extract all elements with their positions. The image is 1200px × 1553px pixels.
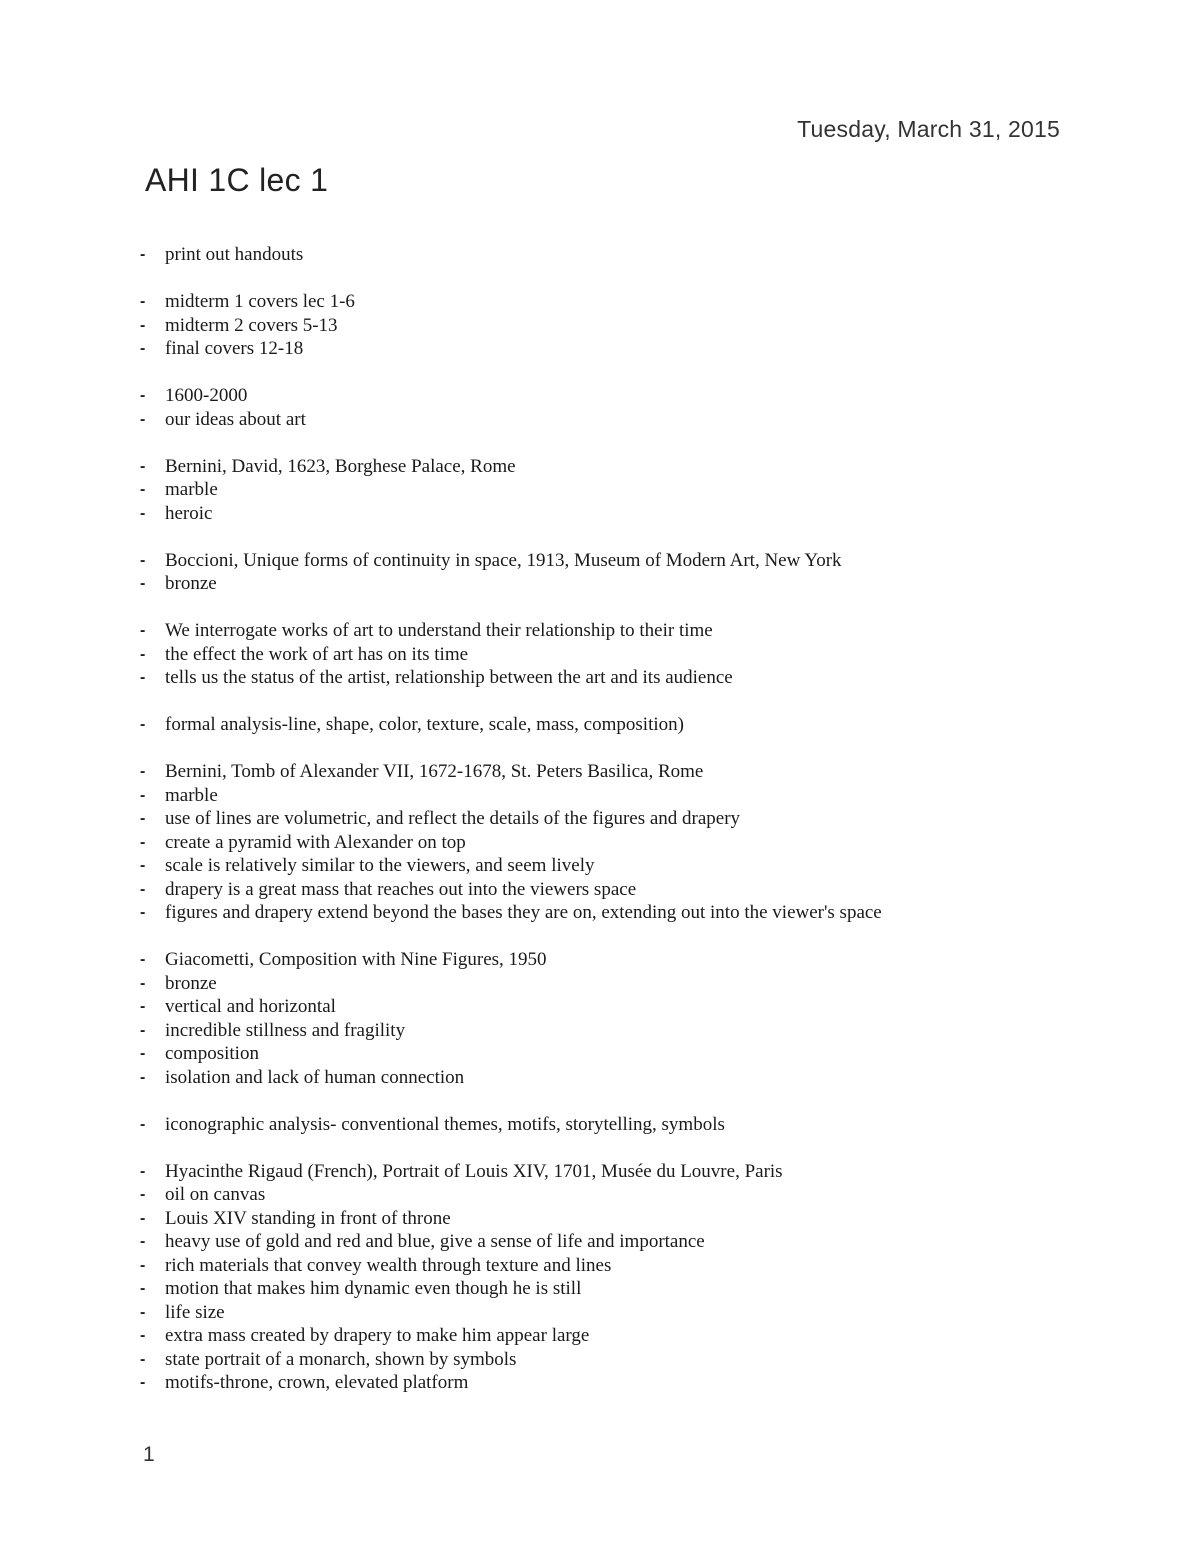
bullet-text: our ideas about art — [165, 408, 306, 430]
bullet-group — [140, 384, 1100, 431]
bullet-group — [140, 713, 1100, 737]
bullet-item — [140, 854, 1100, 878]
bullet-item — [140, 1183, 1100, 1207]
bullet-text: midterm 1 covers lec 1-6 — [165, 291, 355, 312]
bullet-item — [140, 502, 1100, 526]
bullet-dash: - — [140, 1115, 146, 1133]
bullet-text: extra mass created by drapery to make him appear large — [165, 1325, 590, 1346]
bullet-item — [140, 314, 1100, 338]
bullet-dash: - — [140, 1045, 146, 1062]
bullet-text: tells us the status of the artist, relationship between the art and its audience — [165, 667, 733, 688]
bullet-dash: - — [140, 716, 146, 733]
lecture-notes — [140, 243, 1100, 1418]
bullet-group — [140, 243, 1100, 267]
bullet-item — [140, 713, 1100, 737]
document-title: AHI 1C lec 1 — [145, 162, 329, 198]
bullet-dash: - — [140, 857, 146, 874]
bullet-item — [140, 901, 1100, 925]
bullet-dash: - — [140, 669, 146, 686]
bullet-text: midterm 2 covers 5-13 — [165, 314, 338, 336]
bullet-dash: - — [140, 551, 146, 569]
bullet-item — [140, 1348, 1100, 1372]
bullet-item — [140, 290, 1100, 314]
bullet-text: composition — [165, 1043, 259, 1064]
bullet-dash: - — [140, 786, 146, 804]
bullet-text: drapery is a great mass that reaches out into the viewers space — [165, 878, 637, 900]
bullet-dash: - — [140, 645, 146, 663]
bullet-text: isolation and lack of human connection — [165, 1066, 465, 1088]
bullet-dash: - — [140, 1209, 146, 1227]
bullet-text: create a pyramid with Alexander on top — [165, 831, 466, 853]
bullet-dash: - — [140, 1327, 146, 1344]
bullet-dash: - — [140, 1280, 146, 1297]
bullet-item — [140, 1160, 1100, 1184]
bullet-dash: - — [140, 880, 146, 898]
bullet-text: marble — [165, 479, 218, 500]
bullet-text: the effect the work of art has on its time — [165, 643, 469, 665]
bullet-text: Giacometti, Composition with Nine Figures, 1950 — [165, 949, 547, 970]
bullet-item — [140, 572, 1100, 596]
bullet-text: incredible stillness and fragility — [165, 1019, 406, 1041]
bullet-text: motion that makes him dynamic even though he is still — [165, 1278, 582, 1299]
bullet-item — [140, 455, 1100, 479]
bullet-dash: - — [140, 504, 146, 522]
bullet-item — [140, 1324, 1100, 1348]
bullet-text: motifs-throne, crown, elevated platform — [165, 1372, 469, 1393]
bullet-dash: - — [140, 340, 146, 357]
bullet-text: life size — [165, 1301, 225, 1323]
bullet-item — [140, 784, 1100, 808]
bullet-text: heavy use of gold and red and blue, give a sense of life and importance — [165, 1231, 705, 1252]
bullet-item — [140, 1254, 1100, 1278]
bullet-group — [140, 760, 1100, 925]
bullet-dash: - — [140, 998, 146, 1015]
bullet-dash: - — [140, 481, 146, 498]
bullet-item — [140, 408, 1100, 432]
page-number: 1 — [143, 1443, 155, 1466]
bullet-text: bronze — [165, 972, 217, 994]
bullet-dash: - — [140, 810, 146, 827]
bullet-dash: - — [140, 293, 146, 310]
bullet-text: final covers 12-18 — [165, 338, 304, 359]
bullet-group — [140, 549, 1100, 596]
bullet-text: print out handouts — [165, 244, 304, 265]
bullet-item — [140, 878, 1100, 902]
bullet-dash: - — [140, 1186, 146, 1203]
bullet-item — [140, 1113, 1100, 1137]
bullet-item — [140, 384, 1100, 408]
bullet-text: Bernini, David, 1623, Borghese Palace, Rome — [165, 455, 516, 477]
bullet-item — [140, 995, 1100, 1019]
bullet-item — [140, 619, 1100, 643]
bullet-item — [140, 643, 1100, 667]
document-date: Tuesday, March 31, 2015 — [797, 116, 1060, 142]
bullet-item — [140, 1066, 1100, 1090]
bullet-group — [140, 455, 1100, 526]
bullet-item — [140, 831, 1100, 855]
bullet-item — [140, 948, 1100, 972]
bullet-text: We interrogate works of art to understand their relationship to their time — [165, 620, 713, 641]
bullet-text: use of lines are volumetric, and reflect the details of the figures and drapery — [165, 808, 741, 829]
bullet-text: oil on canvas — [165, 1184, 266, 1205]
bullet-text: Louis XIV standing in front of throne — [165, 1207, 451, 1229]
bullet-dash: - — [140, 1068, 146, 1086]
bullet-group — [140, 619, 1100, 690]
bullet-item — [140, 243, 1100, 267]
bullet-dash: - — [140, 387, 146, 404]
bullet-text: vertical and horizontal — [165, 996, 336, 1017]
bullet-group — [140, 1160, 1100, 1395]
bullet-item — [140, 549, 1100, 573]
bullet-text: state portrait of a monarch, shown by symbols — [165, 1348, 517, 1370]
bullet-dash: - — [140, 1021, 146, 1039]
bullet-dash: - — [140, 763, 146, 780]
bullet-dash: - — [140, 1162, 146, 1180]
bullet-text: bronze — [165, 573, 217, 594]
bullet-text: Hyacinthe Rigaud (French), Portrait of Louis XIV, 1701, Musée du Louvre, Paris — [165, 1160, 783, 1182]
bullet-item — [140, 972, 1100, 996]
bullet-group — [140, 948, 1100, 1089]
bullet-dash: - — [140, 833, 146, 851]
bullet-item — [140, 478, 1100, 502]
bullet-item — [140, 337, 1100, 361]
bullet-item — [140, 1230, 1100, 1254]
bullet-dash: - — [140, 1350, 146, 1368]
bullet-dash: - — [140, 1233, 146, 1250]
bullet-text: Boccioni, Unique forms of continuity in space, 1913, Museum of Modern Art, New York — [165, 549, 842, 571]
bullet-item — [140, 1277, 1100, 1301]
bullet-item — [140, 1301, 1100, 1325]
bullet-dash: - — [140, 246, 146, 263]
bullet-item — [140, 760, 1100, 784]
bullet-text: figures and drapery extend beyond the bases they are on, extending out into the viewer's space — [165, 902, 882, 923]
bullet-text: heroic — [165, 502, 213, 524]
bullet-dash: - — [140, 410, 146, 428]
bullet-text: formal analysis-line, shape, color, texture, scale, mass, composition) — [165, 714, 684, 735]
bullet-text: iconographic analysis- conventional themes, motifs, storytelling, symbols — [165, 1113, 725, 1135]
bullet-dash: - — [140, 575, 146, 592]
bullet-dash: - — [140, 1256, 146, 1274]
bullet-group — [140, 290, 1100, 361]
bullet-dash: - — [140, 951, 146, 968]
bullet-text: Bernini, Tomb of Alexander VII, 1672-1678, St. Peters Basilica, Rome — [165, 761, 704, 782]
bullet-text: 1600-2000 — [165, 385, 248, 406]
bullet-dash: - — [140, 974, 146, 992]
bullet-dash: - — [140, 1303, 146, 1321]
bullet-item — [140, 1042, 1100, 1066]
bullet-dash: - — [140, 1374, 146, 1391]
bullet-dash: - — [140, 904, 146, 921]
bullet-dash: - — [140, 457, 146, 475]
bullet-text: marble — [165, 784, 218, 806]
bullet-item — [140, 666, 1100, 690]
bullet-group — [140, 1113, 1100, 1137]
bullet-dash: - — [140, 622, 146, 639]
bullet-item — [140, 1019, 1100, 1043]
bullet-item — [140, 1207, 1100, 1231]
bullet-text: rich materials that convey wealth through texture and lines — [165, 1254, 612, 1276]
bullet-dash: - — [140, 316, 146, 334]
bullet-item — [140, 807, 1100, 831]
bullet-text: scale is relatively similar to the viewers, and seem lively — [165, 855, 595, 876]
bullet-item — [140, 1371, 1100, 1395]
